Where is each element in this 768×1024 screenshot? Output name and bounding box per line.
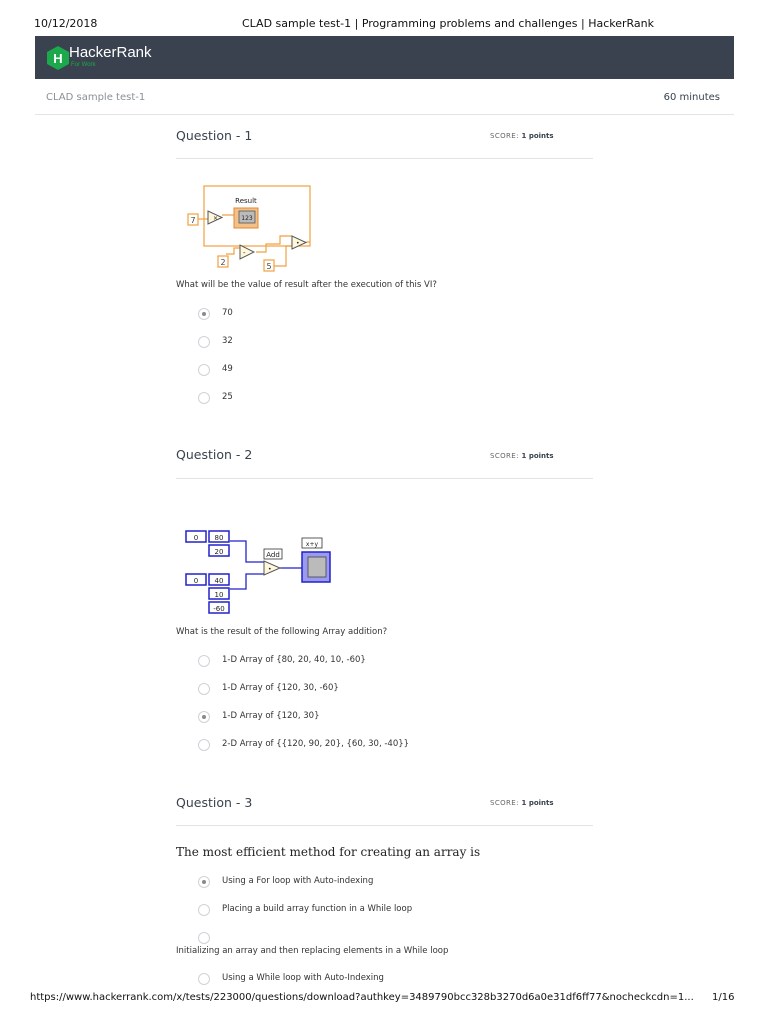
result-label: x+y [305,541,319,548]
question-3-option-label[interactable]: Using a For loop with Auto-indexing [222,876,374,886]
divider [176,478,593,479]
question-1-option-label[interactable]: 49 [222,364,233,374]
question-2-option-label[interactable]: 1-D Array of {120, 30} [222,711,320,721]
svg-text:-: - [243,249,246,257]
svg-text:×: × [213,215,219,222]
question-1-option-label[interactable]: 25 [222,392,233,402]
question-1-option-radio[interactable] [198,336,210,348]
question-3-option-label[interactable]: Placing a build array function in a While loop [222,904,413,914]
test-bar [35,84,734,115]
array-index: 0 [193,534,199,542]
result-label: Result [235,197,257,205]
print-url: https://www.hackerrank.com/x/tests/223000/questions/download?authkey=3489790bcc328b3270d6a0e31df6ff77&nocheckcdn=1... [30,992,694,1003]
question-3-option-label[interactable]: Using a While loop with Auto-Indexing [222,973,384,983]
print-date: 10/12/2018 [34,17,98,30]
question-3-title: Question - 3 [176,795,253,810]
question-1-score: SCORE: 1 points [490,132,554,140]
svg-text:•: • [296,240,300,247]
diagram-constant: 5 [266,262,272,271]
question-3-option-radio[interactable] [198,876,210,888]
array-cell: -60 [213,605,225,613]
question-3-score: SCORE: 1 points [490,799,554,807]
hackerrank-logo-icon[interactable] [47,46,69,70]
question-2-option-label[interactable]: 1-D Array of {120, 30, -60} [222,683,339,693]
test-duration: 60 minutes [663,92,720,103]
question-1-option-radio[interactable] [198,364,210,376]
logo-letter: H [53,51,63,66]
svg-text:•: • [268,566,272,573]
question-2-diagram [182,522,342,622]
array-cell: 40 [214,577,224,585]
question-2-option-radio[interactable] [198,655,210,667]
diagram-constant: 2 [220,258,226,267]
question-1-option-label[interactable]: 32 [222,336,233,346]
array-cell: 80 [214,534,224,542]
question-3-option-radio[interactable] [198,904,210,916]
question-2-option-label[interactable]: 2-D Array of {{120, 90, 20}, {60, 30, -40}} [222,739,410,749]
question-2-title: Question - 2 [176,447,253,462]
question-3-option-radio[interactable] [198,932,210,944]
app-header [35,36,734,79]
add-label: Add [266,551,280,559]
question-1-option-label[interactable]: 70 [222,308,233,318]
indicator-text: 123 [241,215,253,222]
question-3-prompt: The most efficient method for creating an array is [176,845,481,859]
question-1-diagram [176,180,321,275]
question-2-prompt: What is the result of the following Array addition? [176,627,388,637]
question-1-option-radio[interactable] [198,308,210,320]
question-2-option-radio[interactable] [198,739,210,751]
array-cell: 10 [214,591,224,599]
print-title: CLAD sample test-1 | Programming problems and challenges | HackerRank [242,17,655,30]
question-1-option-radio[interactable] [198,392,210,404]
question-3-option-radio[interactable] [198,973,210,985]
question-2-score: SCORE: 1 points [490,452,554,460]
question-1-prompt: What will be the value of result after the execution of this VI? [176,280,437,290]
diagram-constant: 7 [190,216,196,225]
array-index: 0 [193,577,199,585]
print-page-number: 1/16 [712,992,735,1003]
test-name: CLAD sample test-1 [46,92,146,103]
question-1-title: Question - 1 [176,128,253,143]
array-cell: 20 [214,548,224,556]
brand-name[interactable]: HackerRank [69,44,152,61]
question-2-option-radio[interactable] [198,683,210,695]
divider [176,158,593,159]
question-2-option-label[interactable]: 1-D Array of {80, 20, 40, 10, -60} [222,655,366,665]
brand-tagline: For Work [71,62,96,68]
question-2-option-radio[interactable] [198,711,210,723]
question-3-option-label[interactable]: Initializing an array and then replacing elements in a While loop [176,946,449,956]
divider [176,825,593,826]
